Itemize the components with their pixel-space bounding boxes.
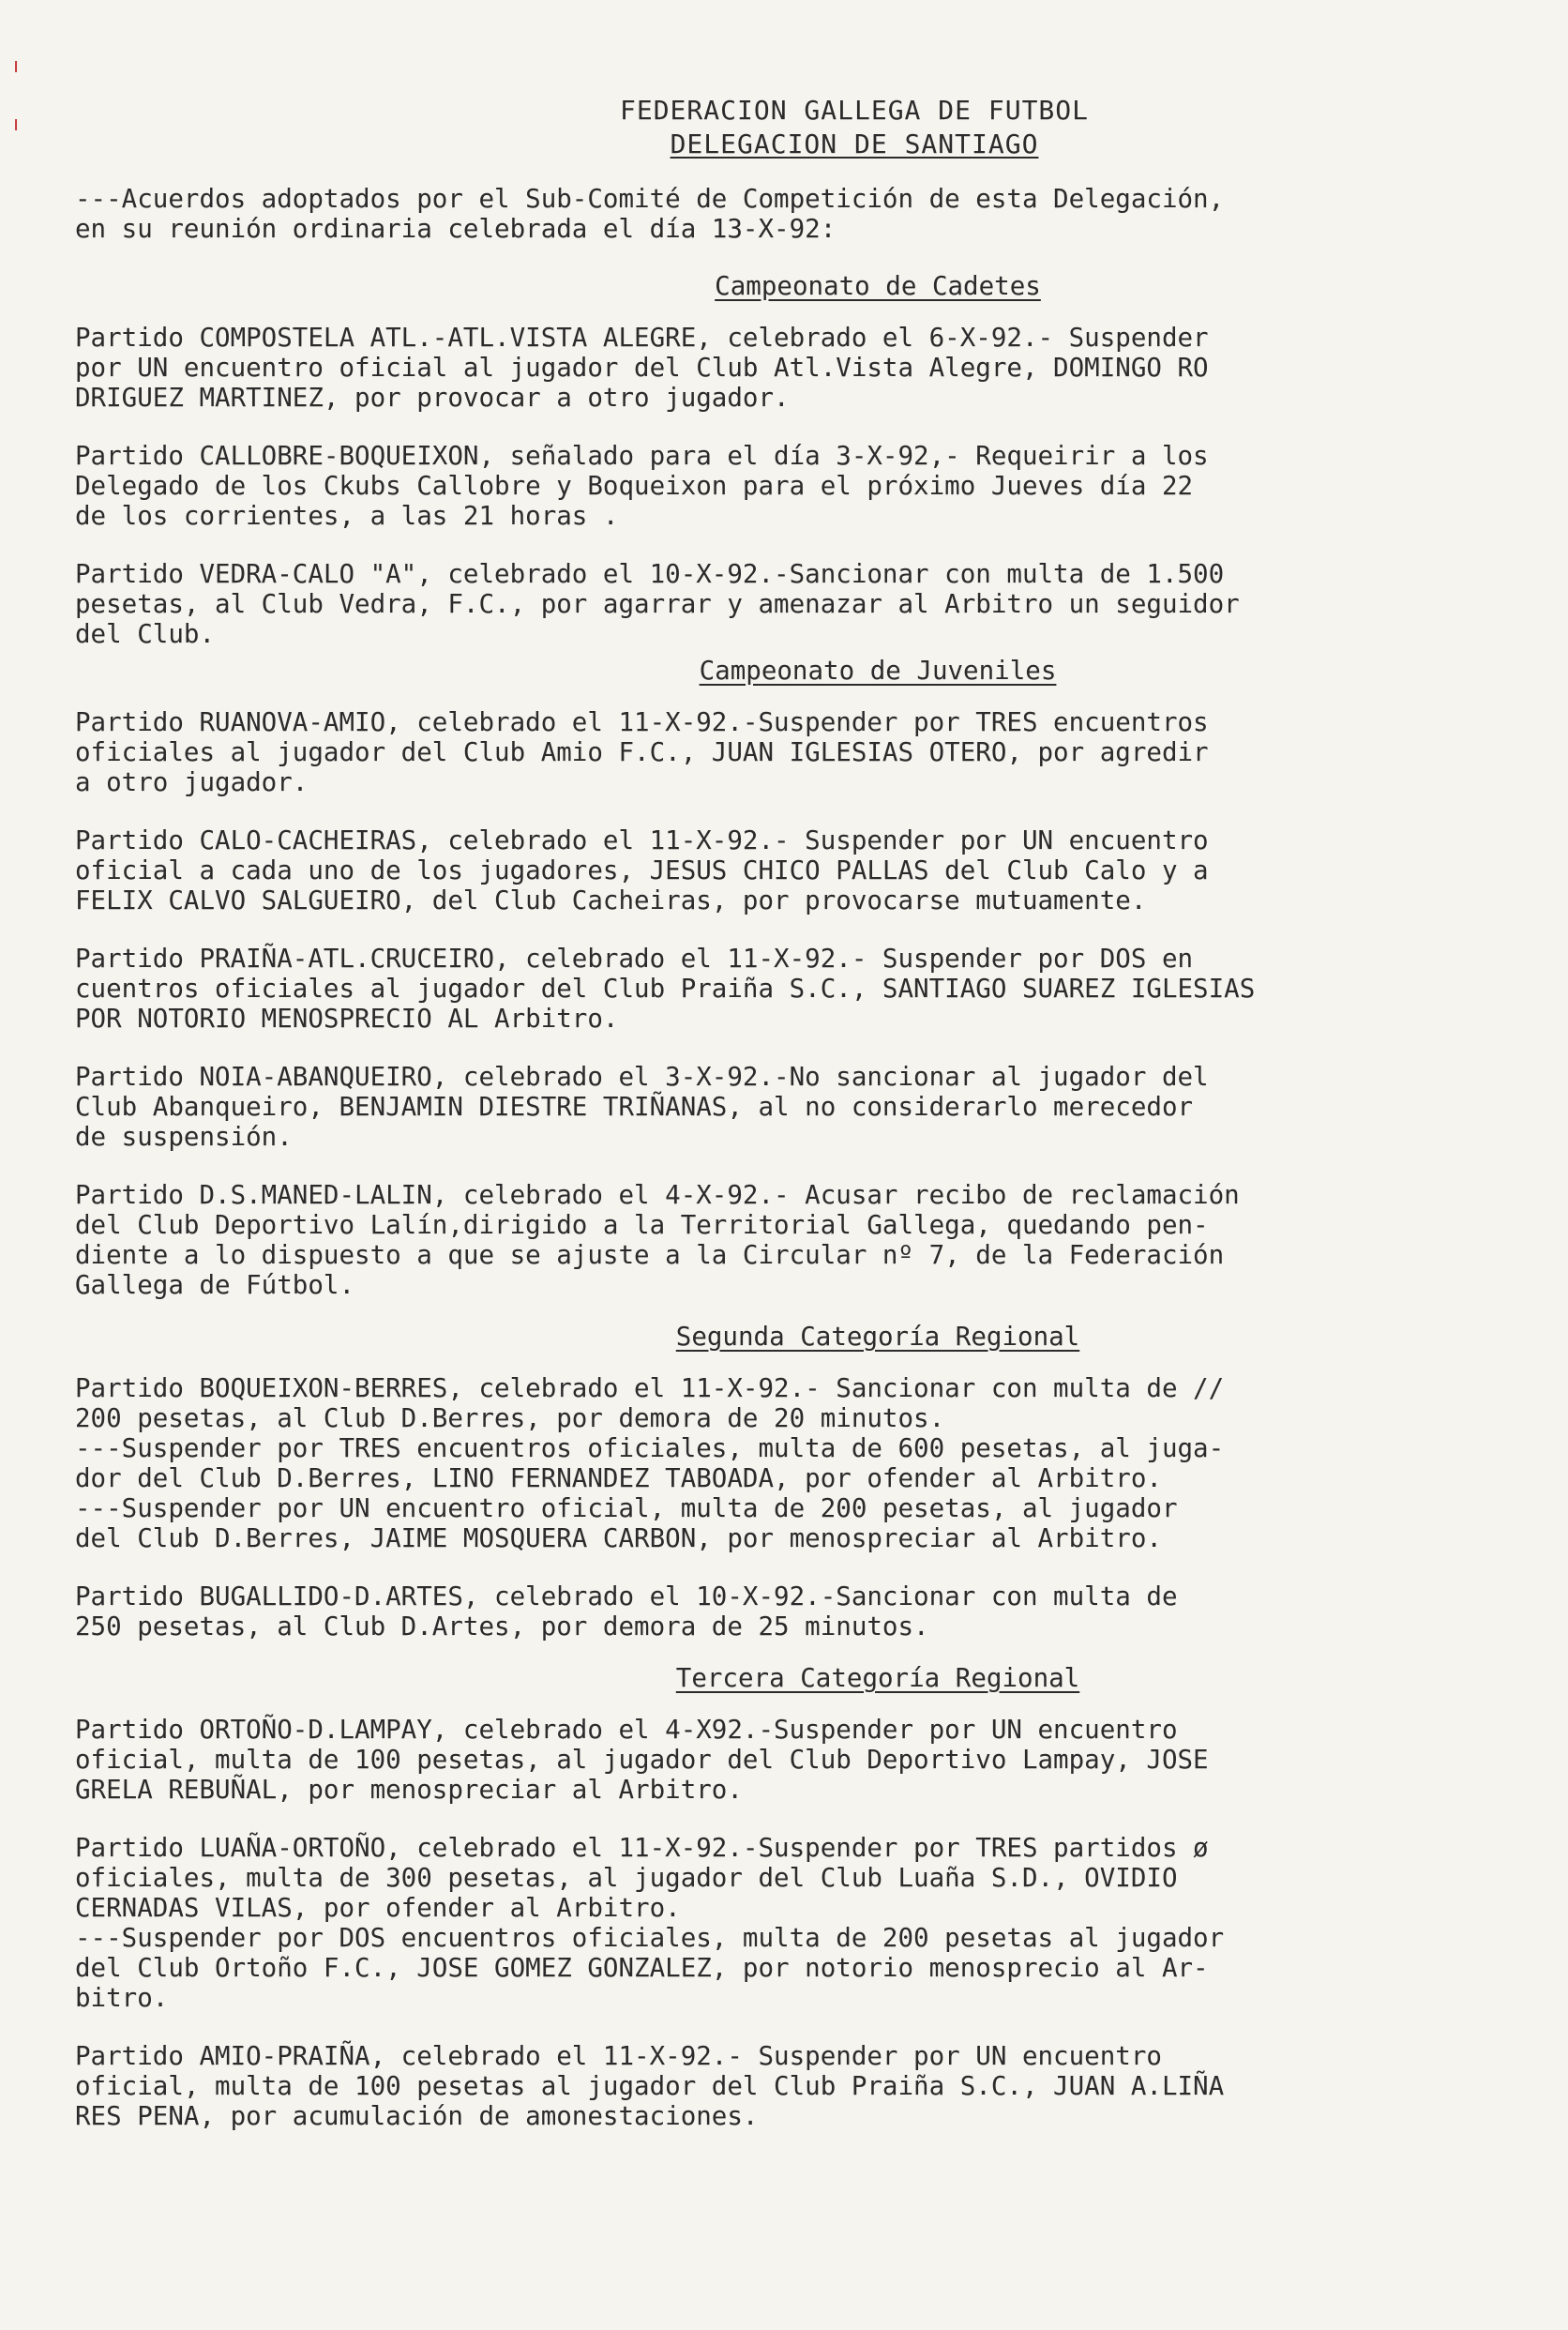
cadetes-paragraph-2: Partido CALLOBRE-BOQUEIXON, señalado para el día 3-X-92,- Requeirir a los Delegado de los Ckubs Callobre y Boqueixon para el próximo Jueves día 22 de los corrientes, a las 21 horas . — [75, 441, 1209, 531]
tercera-paragraph-3: Partido AMIO-PRAIÑA, celebrado el 11-X-92.- Suspender por UN encuentro oficial, multa de 100 pesetas al jugador del Club Praiña S.C., JUAN A.LIÑA RES PENA, por acumulación de amonestaciones. — [75, 2041, 1225, 2131]
red-ink-mark-icon: ı — [13, 54, 20, 78]
red-ink-mark-icon: ı — [13, 113, 20, 136]
juveniles-paragraph-2: Partido CALO-CACHEIRAS, celebrado el 11-X-92.- Suspender por UN encuentro oficial a cada uno de los jugadores, JESUS CHICO PALLAS del Club Calo y a FELIX CALVO SALGUEIRO, del Club Cacheiras, por provocarse mutuamente. — [75, 825, 1209, 915]
juveniles-paragraph-3: Partido PRAIÑA-ATL.CRUCEIRO, celebrado el 11-X-92.- Suspender por DOS en cuentros oficiales al jugador del Club Praiña S.C., SANTIAGO SUAREZ IGLESIAS POR NOTORIO MENOSPRECIO AL Arbitro. — [75, 944, 1256, 1034]
delegation-title: DELEGACION DE SANTIAGO — [670, 129, 1039, 159]
section-title-segunda: Segunda Categoría Regional — [675, 1322, 1080, 1352]
juveniles-paragraph-4: Partido NOIA-ABANQUEIRO, celebrado el 3-X-92.-No sancionar al jugador del Club Abanqueiro, BENJAMIN DIESTRE TRIÑANAS, al no considerarlo merecedor de suspensión. — [75, 1062, 1209, 1152]
segunda-paragraph-2: Partido BUGALLIDO-D.ARTES, celebrado el 10-X-92.-Sancionar con multa de 250 pesetas, al Club D.Artes, por demora de 25 minutos. — [75, 1581, 1178, 1642]
cadetes-paragraph-3: Partido VEDRA-CALO "A", celebrado el 10-X-92.-Sancionar con multa de 1.500 pesetas, al Club Vedra, F.C., por agarrar y amenazar al Arbitro un seguidor del Club. — [75, 559, 1240, 649]
tercera-paragraph-2: Partido LUAÑA-ORTOÑO, celebrado el 11-X-92.-Suspender por TRES partidos ø oficiales, multa de 300 pesetas, al jugador del Club Luaña S.D., OVIDIO CERNADAS VILAS, por ofender al Arbitro. ---Suspender por DOS encuentros oficiales, multa de 200 pesetas al jugador del Club Ortoño F.C., JOSE GOMEZ GONZALEZ, por notorio menosprecio al Ar- bitro. — [75, 1833, 1225, 2013]
section-title-juveniles: Campeonato de Juveniles — [699, 656, 1057, 686]
intro-paragraph: ---Acuerdos adoptados por el Sub-Comité de Competición de esta Delegación, en su reunión ordinaria celebrada el día 13-X-92: — [75, 184, 1225, 244]
juveniles-paragraph-1: Partido RUANOVA-AMIO, celebrado el 11-X-92.-Suspender por TRES encuentros oficiales al jugador del Club Amio F.C., JUAN IGLESIAS OTERO, por agredir a otro jugador. — [75, 707, 1209, 797]
tercera-paragraph-1: Partido ORTOÑO-D.LAMPAY, celebrado el 4-X92.-Suspender por UN encuentro oficial, multa de 100 pesetas, al jugador del Club Deportivo Lampay, JOSE GRELA REBUÑAL, por menospreciar al Arbitro. — [75, 1715, 1209, 1805]
document-header — [197, 94, 1512, 161]
federation-title: FEDERACION GALLEGA DE FUTBOL — [619, 95, 1089, 126]
juveniles-paragraph-5: Partido D.S.MANED-LALIN, celebrado el 4-X-92.- Acusar recibo de reclamación del Club Deportivo Lalín,dirigido a la Territorial Gallega, quedando pen- diente a lo dispuesto a que se ajuste a la Circular nº 7, de la Federación Gallega de Fútbol. — [75, 1180, 1240, 1300]
section-title-cadetes: Campeonato de Cadetes — [715, 271, 1041, 301]
cadetes-paragraph-1: Partido COMPOSTELA ATL.-ATL.VISTA ALEGRE, celebrado el 6-X-92.- Suspender por UN encuentro oficial al jugador del Club Atl.Vista Alegre, DOMINGO RO DRIGUEZ MARTINEZ, por provocar a otro jugador. — [75, 323, 1209, 413]
section-title-tercera: Tercera Categoría Regional — [675, 1663, 1080, 1693]
segunda-paragraph-1: Partido BOQUEIXON-BERRES, celebrado el 11-X-92.- Sancionar con multa de // 200 pesetas, al Club D.Berres, por demora de 20 minutos. ---Suspender por TRES encuentros oficiales, multa de 600 pesetas, al juga- dor del Club D.Berres, LINO FERNANDEZ TABOADA, por ofender al Arbitro. ---Suspender por UN encuentro oficial, multa de 200 pesetas, al jugador del Club D.Berres, JAIME MOSQUERA CARBON, por menospreciar al Arbitro. — [75, 1373, 1225, 1553]
